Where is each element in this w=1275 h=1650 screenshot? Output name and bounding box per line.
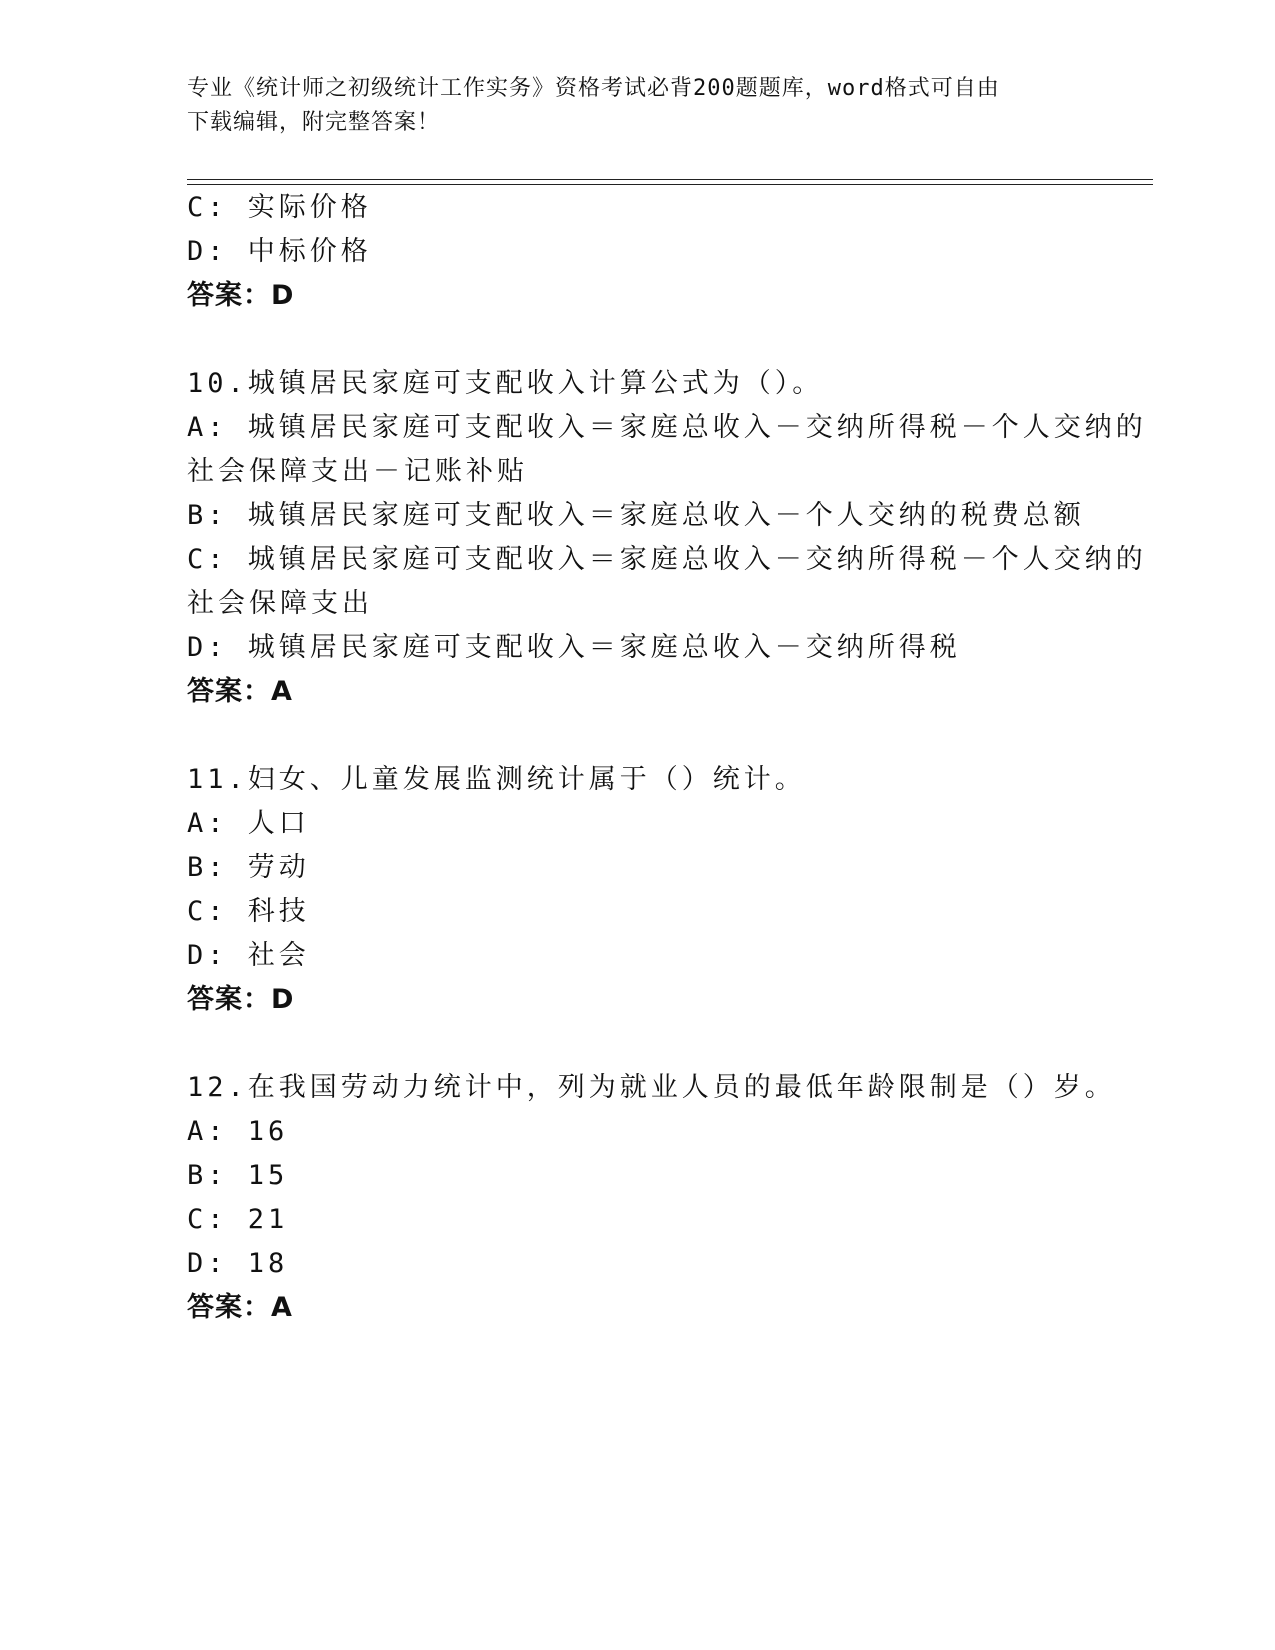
- option-line: B: 劳动: [187, 852, 310, 883]
- option-line: A: 人口: [187, 808, 310, 839]
- option-line: C: 实际价格: [187, 192, 372, 223]
- option-line: B: 城镇居民家庭可支配收入＝家庭总收入－个人交纳的税费总额: [187, 500, 1085, 531]
- answer-line: 答案：D: [187, 280, 295, 311]
- header-divider-top: [187, 179, 1153, 180]
- option-line: D: 社会: [187, 940, 310, 971]
- header-divider-bottom: [187, 184, 1153, 185]
- option-line-continued: 社会保障支出－记账补贴: [187, 456, 528, 487]
- question-stem: 12.在我国劳动力统计中，列为就业人员的最低年龄限制是（）岁。: [187, 1072, 1116, 1103]
- option-line: C: 科技: [187, 896, 310, 927]
- answer-line: 答案：A: [187, 1292, 293, 1323]
- question-stem: 11.妇女、儿童发展监测统计属于（）统计。: [187, 764, 806, 795]
- option-line: A: 城镇居民家庭可支配收入＝家庭总收入－交纳所得税－个人交纳的: [187, 412, 1147, 443]
- document-header: [187, 72, 1087, 140]
- answer-line: 答案：D: [187, 984, 295, 1015]
- option-line: D: 中标价格: [187, 236, 372, 267]
- header-line-2: 下载编辑，附完整答案！: [187, 110, 441, 135]
- option-line: B: 15: [187, 1160, 289, 1191]
- option-line-continued: 社会保障支出: [187, 588, 373, 619]
- option-line: D: 18: [187, 1248, 289, 1279]
- option-line: D: 城镇居民家庭可支配收入＝家庭总收入－交纳所得税: [187, 632, 961, 663]
- header-line-1: 专业《统计师之初级统计工作实务》资格考试必背200题题库，word格式可自由: [187, 76, 1000, 101]
- option-line: A: 16: [187, 1116, 289, 1147]
- question-stem: 10.城镇居民家庭可支配收入计算公式为（）。: [187, 368, 824, 399]
- option-line: C: 城镇居民家庭可支配收入＝家庭总收入－交纳所得税－个人交纳的: [187, 544, 1147, 575]
- option-line: C: 21: [187, 1204, 289, 1235]
- answer-line: 答案：A: [187, 676, 293, 707]
